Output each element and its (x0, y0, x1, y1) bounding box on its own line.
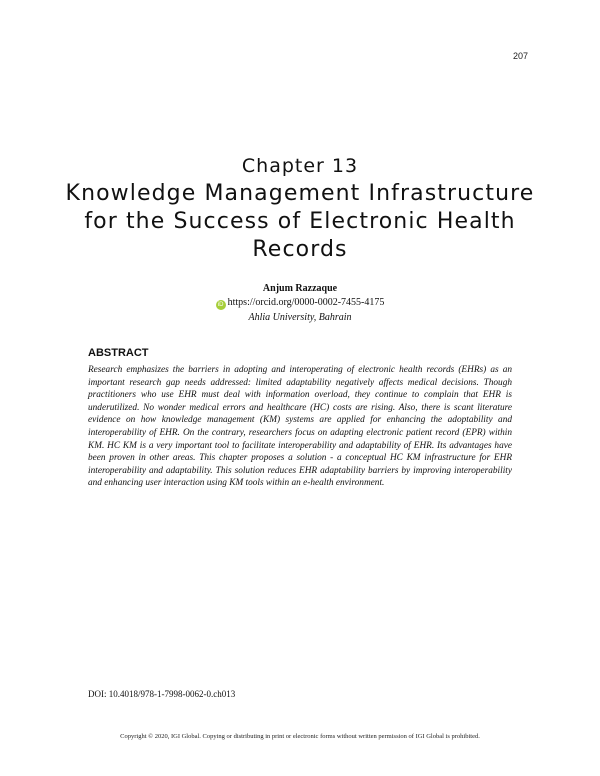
page-number: 207 (512, 51, 528, 61)
copyright-notice: Copyright © 2020, IGI Global. Copying or distributing in print or electronic forms without written permission of IGI Global is prohibited. (120, 733, 480, 740)
chapter-label: Chapter 13 (241, 155, 359, 177)
chapter-title: Knowledge Management Infrastructure for the Success of Electronic Health Records (65, 181, 535, 262)
abstract-heading: ABSTRACT (88, 347, 149, 359)
abstract-body: Research emphasizes the barriers in adopting and interoperating of electronic health records (EHRs) as an important research gap needs addressed: limited adaptability negatively affects medical decisions. Though practitioners who use EHR must deal with information overload, they continue to complain that EHR is underutilized. No wonder medical errors and healthcare (HC) costs are rising. Also, there is scant literature evidence on how knowledge management (KM) systems are applied for enhancing the adoptability and interoperability of EHR. On the contrary, researchers focus on adapting electronic patient record (EPR) within KM. HC KM is a very important tool to facilitate interoperability and adaptability of EHR. Its advantages have been proven in other areas. This chapter proposes a solution - a conceptual HC KM infrastructure for EHR interoperability and adaptability. This solution reduces EHR adaptability barriers by improving interoperability and enhancing user interaction using KM tools within an e-health environment. (88, 365, 512, 489)
author-name: Anjum Razzaque (262, 283, 338, 294)
doi-line: DOI: 10.4018/978-1-7998-0062-0.ch013 (88, 689, 236, 699)
orcid-link[interactable]: https://orcid.org/0000-0002-7455-4175 (227, 297, 385, 308)
orcid-icon[interactable]: iD (216, 300, 226, 310)
orcid-line (0, 297, 600, 310)
author-affiliation: Ahlia University, Bahrain (248, 312, 352, 323)
